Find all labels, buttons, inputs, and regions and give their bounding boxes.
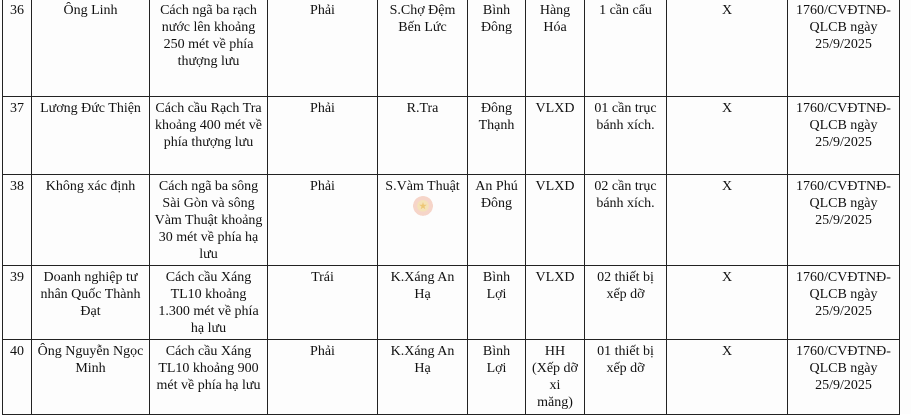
owner-name: Không xác định: [32, 175, 150, 266]
location-description: Cách ngã ba sông Sài Gòn và sông Vàm Thuật khoảng 30 mét về phía hạ lưu: [150, 175, 268, 266]
commune-name: An Phú Đông: [468, 175, 526, 266]
check-mark: X: [667, 97, 788, 175]
table-row: [3, 0, 900, 97]
river-bank: Phải: [268, 97, 378, 175]
document-reference: 1760/CVĐTNĐ-QLCB ngày 25/9/2025: [788, 340, 900, 415]
river-name: S.Chợ Đệm Bến Lức: [378, 0, 468, 97]
goods-type: VLXD: [526, 97, 585, 175]
check-mark: X: [667, 0, 788, 97]
equipment: 02 cần trục bánh xích.: [585, 175, 667, 266]
commune-name: Đông Thạnh: [468, 97, 526, 175]
row-number: 40: [3, 340, 32, 415]
row-number: 38: [3, 175, 32, 266]
goods-type: HH (Xếp dỡ xi măng): [526, 340, 585, 415]
document-reference: 1760/CVĐTNĐ-QLCB ngày 25/9/2025: [788, 97, 900, 175]
river-bank: Phải: [268, 0, 378, 97]
check-mark: X: [667, 175, 788, 266]
owner-name: Ông Linh: [32, 0, 150, 97]
river-name: R.Tra: [378, 97, 468, 175]
river-name: S.Vàm Thuật: [378, 175, 468, 266]
location-description: Cách cầu Rạch Tra khoảng 400 mét về phía thượng lưu: [150, 97, 268, 175]
equipment: 01 thiết bị xếp dỡ: [585, 340, 667, 415]
equipment: 02 thiết bị xếp dỡ: [585, 266, 667, 340]
commune-name: Bình Lợi: [468, 266, 526, 340]
river-bank: Phải: [268, 340, 378, 415]
document-reference: 1760/CVĐTNĐ-QLCB ngày 25/9/2025: [788, 0, 900, 97]
goods-type: VLXD: [526, 266, 585, 340]
location-description: Cách cầu Xáng TL10 khoảng 900 mét về phía hạ lưu: [150, 340, 268, 415]
river-name: K.Xáng An Hạ: [378, 266, 468, 340]
equipment: 01 cần trục bánh xích.: [585, 97, 667, 175]
owner-name: Ông Nguyễn Ngọc Minh: [32, 340, 150, 415]
owner-name: Doanh nghiệp tư nhân Quốc Thành Đạt: [32, 266, 150, 340]
table-row: [3, 266, 900, 340]
location-description: Cách ngã ba rạch nước lên khoảng 250 mét về phía thượng lưu: [150, 0, 268, 97]
river-bank: Trái: [268, 266, 378, 340]
table-row: [3, 340, 900, 415]
commune-name: Bình Lợi: [468, 340, 526, 415]
location-description: Cách cầu Xáng TL10 khoảng 1.300 mét về phía hạ lưu: [150, 266, 268, 340]
commune-name: Bình Đông: [468, 0, 526, 97]
row-number: 36: [3, 0, 32, 97]
goods-type: VLXD: [526, 175, 585, 266]
document-reference: 1760/CVĐTNĐ-QLCB ngày 25/9/2025: [788, 175, 900, 266]
table-row: [3, 175, 900, 266]
check-mark: X: [667, 266, 788, 340]
registry-table: [2, 0, 900, 415]
equipment: 1 cần cẩu: [585, 0, 667, 97]
river-name: K.Xáng An Hạ: [378, 340, 468, 415]
row-number: 39: [3, 266, 32, 340]
table-row: [3, 97, 900, 175]
row-number: 37: [3, 97, 32, 175]
river-bank: Phải: [268, 175, 378, 266]
goods-type: Hàng Hóa: [526, 0, 585, 97]
check-mark: X: [667, 340, 788, 415]
owner-name: Lương Đức Thiện: [32, 97, 150, 175]
document-reference: 1760/CVĐTNĐ-QLCB ngày 25/9/2025: [788, 266, 900, 340]
